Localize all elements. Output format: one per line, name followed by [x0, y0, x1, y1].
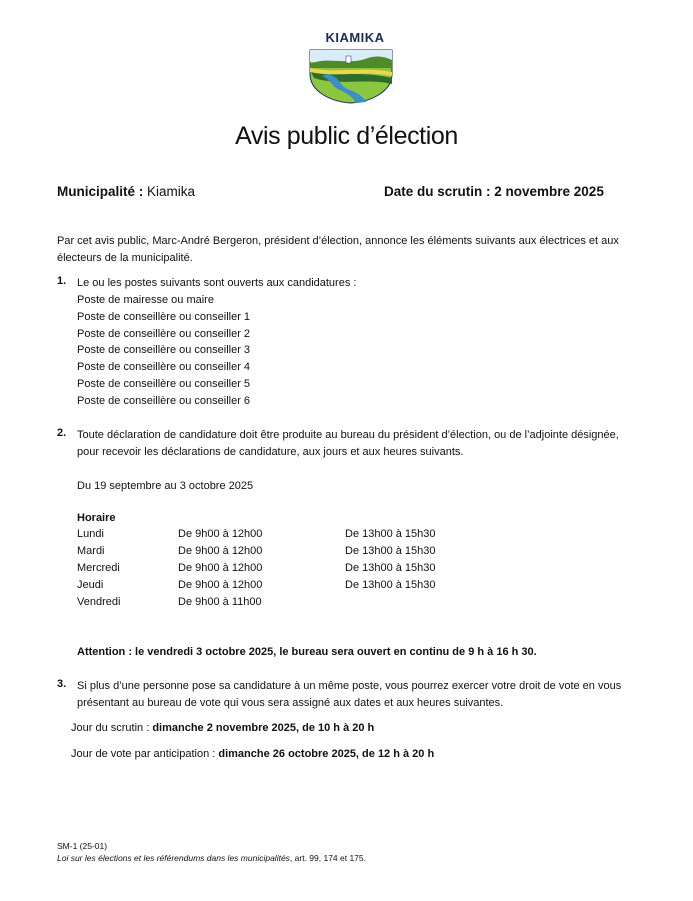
- schedule-am: De 9h00 à 12h00: [178, 528, 263, 540]
- section2-text: Toute déclaration de candidature doit être produite au bureau du président d’élection, ou de l’adjointe désignée, pour recevoir les déclarations de candidature, aux jours et aux heures suivants.: [77, 429, 619, 458]
- municipality-value: Kiamika: [147, 184, 196, 199]
- page-title: Avis public d’élection: [235, 122, 458, 150]
- schedule-day: Vendredi: [77, 596, 121, 608]
- municipality-label: Municipalité :: [57, 184, 144, 199]
- schedule-pm: De 13h00 à 15h30: [345, 545, 436, 557]
- post-item: Poste de mairesse ou maire: [77, 294, 214, 306]
- schedule-am: De 9h00 à 12h00: [178, 562, 263, 574]
- schedule-pm: De 13h00 à 15h30: [345, 579, 436, 591]
- schedule-am: De 9h00 à 12h00: [178, 579, 263, 591]
- intro-paragraph: Par cet avis public, Marc-André Bergeron, président d’élection, annonce les éléments suivants aux électrices et aux électeurs de la municipalité.: [57, 235, 619, 264]
- section1-number: 1.: [57, 275, 67, 287]
- logo-church: [346, 56, 351, 63]
- post-item: Poste de conseillère ou conseiller 5: [77, 377, 251, 390]
- election-day-label: Jour du scrutin :: [71, 722, 153, 734]
- post-item: Poste de conseillère ou conseiller 1: [77, 310, 251, 323]
- advance-vote-value: dimanche 26 octobre 2025, de 12 h à 20 h: [218, 748, 435, 760]
- form-code: SM-1 (25-01): [57, 841, 108, 851]
- schedule-day: Jeudi: [77, 579, 104, 591]
- section1-lead: Le ou les postes suivants sont ouverts aux candidatures :: [77, 277, 357, 289]
- section3-number: 3.: [57, 678, 67, 690]
- schedule-pm: De 13h00 à 15h30: [345, 562, 436, 574]
- schedule-am: De 9h00 à 11h00: [178, 596, 262, 608]
- section2-number: 2.: [57, 427, 67, 439]
- schedule-day: Mercredi: [77, 562, 120, 574]
- schedule-day: Lundi: [77, 528, 104, 540]
- advance-vote-line: [71, 746, 434, 763]
- schedule-day: Mardi: [77, 545, 105, 557]
- municipality-line: [57, 184, 195, 199]
- logo-text: KIAMIKA: [325, 30, 385, 45]
- kiamika-logo: [308, 48, 394, 104]
- post-item: Poste de conseillère ou conseiller 2: [77, 327, 251, 340]
- law-title: Loi sur les élections et les référendums dans les municipalités: [57, 853, 290, 863]
- post-item: Poste de conseillère ou conseiller 6: [77, 394, 251, 407]
- election-date: Date du scrutin : 2 novembre 2025: [384, 184, 604, 199]
- election-day-line: [71, 720, 374, 737]
- law-reference: [57, 852, 366, 864]
- post-item: Poste de conseillère ou conseiller 3: [77, 344, 251, 357]
- posts-list: [77, 292, 250, 410]
- schedule-am: De 9h00 à 12h00: [178, 545, 263, 557]
- schedule-title: Horaire: [77, 512, 116, 524]
- advance-vote-label: Jour de vote par anticipation :: [71, 748, 219, 760]
- law-articles: , art. 99, 174 et 175.: [289, 853, 367, 863]
- post-item: Poste de conseillère ou conseiller 4: [77, 361, 251, 374]
- section3-text: Si plus d’une personne pose sa candidature à un même poste, vous pourrez exercer votre droit de vote en vous présentant au bureau de vote qui vous sera assigné aux dates et aux heures suivantes.: [77, 680, 622, 709]
- attention-notice: Attention : le vendredi 3 octobre 2025, le bureau sera ouvert en continu de 9 h à 16 h 30.: [77, 646, 537, 658]
- schedule-pm: De 13h00 à 15h30: [345, 528, 436, 540]
- declaration-period: Du 19 septembre au 3 octobre 2025: [77, 480, 254, 492]
- election-day-value: dimanche 2 novembre 2025, de 10 h à 20 h: [152, 722, 375, 734]
